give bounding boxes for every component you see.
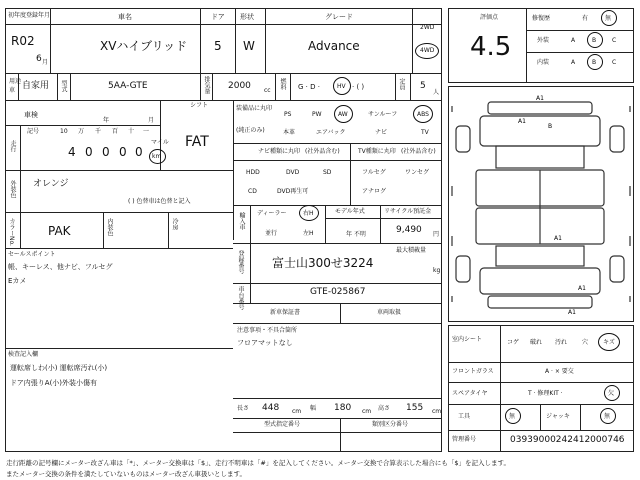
- diagram-a1-rear-door: A1: [554, 235, 562, 242]
- inspector-label: 検査記入欄: [8, 351, 39, 358]
- doors-label: ドア: [211, 13, 225, 21]
- spare-label: スペアタイヤ: [452, 390, 488, 397]
- glass-label: フロントガラス: [452, 368, 494, 375]
- capacity-unit: 人: [433, 89, 440, 96]
- model-value: 5AA-GTE: [108, 81, 148, 91]
- equip-navi: ナビ: [375, 129, 388, 136]
- import-dealer: ディーラー: [257, 210, 287, 217]
- tv-oneseg: ワンセグ: [405, 169, 430, 176]
- capacity-label: 定員: [398, 78, 405, 90]
- length-label: 長さ: [237, 405, 250, 412]
- displacement-label: 排気量: [203, 76, 210, 94]
- interior-label: 内装: [537, 59, 550, 66]
- sales-point-line1: 帳、キーレス、他ナビ、フルセグ: [8, 263, 113, 271]
- tv-fullseg: フルセグ: [362, 169, 386, 176]
- mileage-col-hyaku: 百: [112, 128, 119, 135]
- seat-burn: コゲ: [507, 339, 520, 346]
- chassis-value: GTE-025867: [310, 287, 366, 297]
- mileage-col-ju: 十: [128, 128, 135, 135]
- sales-point-line2: Eカメ: [8, 277, 27, 285]
- mileage-col-10: 10: [60, 128, 68, 135]
- fuel-options: G · D ·: [298, 83, 320, 91]
- inspector-line2: ドア内張りA(小)外装小傷有: [10, 379, 98, 387]
- equip-tv: TV: [421, 129, 429, 136]
- diagram-a1-bumper: A1: [568, 309, 576, 316]
- width-value: 180: [334, 403, 352, 413]
- seat-hole: 穴: [582, 339, 589, 346]
- grade-value: Advance: [308, 39, 360, 53]
- inspector-line1: 運転席しわ(小) 運転席汚れ(小): [10, 364, 108, 372]
- score-value: 4.5: [470, 32, 512, 62]
- mileage-col-man: 万: [78, 128, 85, 135]
- car-name-label: 車名: [118, 13, 132, 21]
- equip-pw: PW: [312, 111, 322, 118]
- fuel-paren: · ( ): [352, 83, 365, 91]
- equipment-label: 装備品に丸印: [236, 105, 273, 112]
- color-label: 外装色: [9, 180, 16, 198]
- month-unit: 月: [42, 59, 49, 66]
- color-no-label: カラーNo.: [8, 218, 15, 246]
- equip-aw: AW: [338, 111, 348, 118]
- int-grade-a: A: [571, 59, 576, 66]
- nav-dvd-play: DVD再生可: [277, 188, 309, 195]
- shift-label: シフト: [190, 102, 209, 109]
- purpose-value: 自家用: [22, 81, 50, 91]
- model-year-label: モデル年式: [335, 208, 365, 215]
- chassis-label: 車台番号: [237, 286, 244, 310]
- mileage-digit-5: 0: [135, 145, 143, 159]
- capacity-value: 5: [420, 81, 426, 91]
- equip-airbag: エアバック: [316, 129, 346, 136]
- right-hand: 右H: [303, 210, 314, 217]
- nav-hdd: HDD: [246, 169, 260, 176]
- registration-label: 登録番号: [237, 250, 244, 274]
- height-value: 155: [406, 403, 424, 413]
- caution-line1: フロアマットなし: [237, 339, 293, 347]
- fuel-label: 燃料: [279, 78, 286, 90]
- run-label: 走行: [9, 140, 16, 152]
- car-damage-diagram: [448, 86, 634, 322]
- mileage-digit-2: 0: [85, 145, 93, 159]
- footer-note-2: またメーター交換の条件を満たしていないものはメーター改ざん車扱いとします。: [6, 470, 246, 478]
- year-label: 年: [103, 117, 110, 124]
- shape-value: W: [243, 39, 255, 53]
- footer-note-1: 走行距離の記号欄にメーター改ざん車は「*」、メーター交換車は「$」、走行不明車は「#」を記入してください。メーター交換で合算表示した場合にも「$」を記入します。: [6, 459, 510, 467]
- tv-type-sub: (社外品含む): [401, 148, 436, 155]
- purpose-label-2: 車: [9, 87, 16, 94]
- month-label: 月: [148, 117, 155, 124]
- jack-none: 無: [604, 413, 611, 420]
- length-value: 448: [262, 403, 280, 413]
- manage-label: 管理番号: [452, 436, 477, 443]
- tools-label: 工具: [458, 413, 471, 420]
- km-label: km: [152, 153, 162, 160]
- 4wd-label: 4WD: [420, 47, 435, 54]
- width-label: 幅: [310, 405, 317, 412]
- ext-grade-c: C: [612, 37, 617, 44]
- mileage-digit-4: 0: [119, 145, 127, 159]
- unit-col-label: 記号: [27, 128, 40, 135]
- aircon-label: 冷房: [171, 218, 178, 230]
- seat-scratch: キズ: [603, 339, 615, 346]
- caution-label: 注意事項・不具合箇所: [237, 327, 298, 334]
- repair-no: 無: [605, 15, 612, 22]
- int-grade-b: B: [592, 59, 597, 66]
- import-label: 輸入車: [238, 212, 245, 230]
- nav-dvd: DVD: [286, 169, 300, 176]
- height-unit: cm: [432, 408, 442, 415]
- nav-cd: CD: [248, 188, 257, 195]
- displacement-value: 2000: [228, 81, 251, 91]
- 2wd-label: 2WD: [420, 24, 435, 31]
- equip-abs: ABS: [417, 111, 429, 118]
- seat-tear: 破れ: [530, 339, 543, 346]
- tv-analog: アナログ: [362, 188, 387, 195]
- max-load-unit: kg: [433, 267, 441, 274]
- new-car-warranty: 新車保証書: [270, 309, 301, 316]
- recycle-unit: 円: [433, 231, 440, 238]
- recycle-value: 9,490: [396, 225, 422, 235]
- int-grade-c: C: [612, 59, 617, 66]
- spare-none: 欠: [608, 390, 615, 397]
- shape-label: 形状: [240, 13, 254, 21]
- fuel-hv: HV: [337, 83, 346, 90]
- score-label: 評価点: [480, 14, 499, 21]
- diagram-a1-front: A1: [536, 95, 544, 102]
- left-hand: 左H: [303, 230, 314, 237]
- equip-ps: PS: [284, 111, 292, 118]
- registration-value: 富士山300せ3224: [272, 256, 374, 270]
- seat-stain: 汚れ: [555, 339, 568, 346]
- class-number-label: 類別区分番号: [372, 421, 409, 428]
- grade-label: グレード: [325, 13, 353, 21]
- manage-value: 03939000242412000746: [510, 435, 625, 445]
- displacement-unit: cc: [264, 87, 271, 94]
- import-parallel: 並行: [265, 230, 278, 237]
- sales-point-label: セールスポイント: [8, 251, 56, 258]
- tools-none: 無: [509, 413, 516, 420]
- diagram-a1-hood: A1: [518, 118, 526, 125]
- mileage-digit-1: 4: [68, 145, 76, 159]
- interior-seat-label: 室内シート: [452, 336, 483, 343]
- model-label: 型式: [60, 80, 67, 92]
- exterior-label: 外装: [537, 37, 550, 44]
- car-name: XVハイブリッド: [100, 39, 188, 53]
- repair-label: 修復歴: [532, 15, 551, 22]
- mile-label: マイル: [151, 139, 169, 146]
- car-inspection-label: 車検: [24, 111, 38, 119]
- mileage-digit-3: 0: [102, 145, 110, 159]
- jack-label: ジャッキ: [546, 413, 570, 420]
- color-no-value: PAK: [48, 224, 71, 238]
- type-designation-label: 型式指定番号: [264, 421, 301, 428]
- shift-value: FAT: [185, 134, 209, 150]
- recycle-label: リサイクル預託金: [384, 208, 432, 215]
- first-reg-month: 6: [36, 54, 42, 64]
- first-reg-year: R02: [11, 34, 35, 48]
- car-history: 車両取扱: [377, 309, 402, 316]
- purpose-label: 用途: [9, 78, 22, 85]
- first-reg-label: 初年度登録年月: [8, 12, 51, 19]
- ext-grade-b: B: [592, 37, 597, 44]
- mileage-col-ichi: 一: [143, 128, 150, 135]
- diagram-a1-rear: A1: [578, 285, 586, 292]
- equip-sunroof: サンルーフ: [368, 111, 398, 118]
- repair-yes: 有: [582, 15, 589, 22]
- glass-items: A · × 要交: [545, 368, 574, 375]
- equipment-sub: (純正のみ): [236, 127, 265, 134]
- model-year-value: 年 不明: [346, 231, 366, 238]
- length-unit: cm: [292, 408, 302, 415]
- width-unit: cm: [362, 408, 372, 415]
- spare-items: T · 修理KIT ·: [528, 390, 563, 397]
- tv-type-label: TV種類に丸印: [358, 148, 396, 155]
- interior-color-label: 内装色: [106, 218, 113, 236]
- nav-type-sub: (社外品含む): [305, 148, 340, 155]
- color-value: オレンジ: [33, 179, 69, 189]
- nav-type-label: ナビ種類に丸印: [258, 148, 301, 155]
- height-label: 高さ: [378, 405, 391, 412]
- diagram-b: B: [548, 123, 553, 130]
- color-note: ( ) 色替車は色替と記入: [128, 198, 191, 205]
- ext-grade-a: A: [571, 37, 576, 44]
- equip-leather: 本革: [283, 129, 296, 136]
- mileage-col-sen: 千: [95, 128, 102, 135]
- nav-sd: SD: [323, 169, 332, 176]
- doors-value: 5: [214, 39, 222, 53]
- max-load-label: 最大積載量: [396, 247, 427, 254]
